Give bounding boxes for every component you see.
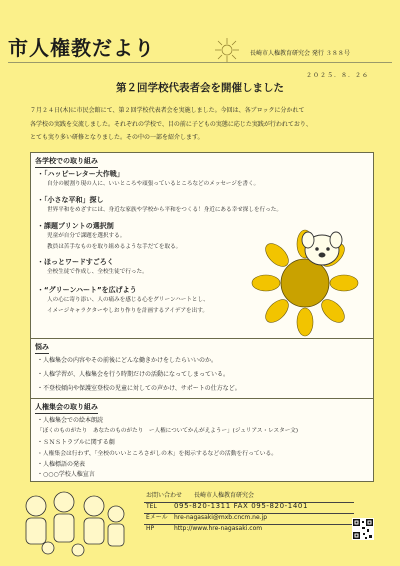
assembly-item: ・○○○学校人権宣言	[37, 471, 95, 478]
practice-desc: 全校生徒で作成し、全校生徒で行った。	[47, 269, 148, 275]
practice-item	[37, 169, 259, 190]
assembly-item: ・ＳＮＳトラブルに関する劇	[37, 439, 115, 446]
tel-label: TEL	[146, 503, 157, 510]
practices-heading: 各学校での取り組み	[35, 156, 98, 168]
concerns-box	[30, 338, 374, 400]
assembly-item: ・人権標語の発表	[37, 461, 86, 468]
masthead	[8, 32, 155, 61]
contact-block	[146, 490, 308, 534]
concern-item: ・人権学習が、人権集会を行う時期だけの活動になってしまっている。	[37, 371, 230, 378]
contact-divider	[144, 502, 354, 503]
practice-desc: 人の心に寄り添い、人の痛みを感じる心をグリーンハートとし、	[47, 297, 209, 303]
practice-title: ・“グリーンハート”を広げよう	[37, 286, 137, 294]
contact-heading: お問い合わせ 長崎市人権教育研究会	[146, 492, 255, 499]
contact-divider	[144, 524, 354, 525]
practice-item	[37, 285, 209, 317]
assembly-box	[30, 398, 374, 482]
contact-divider	[144, 513, 354, 514]
practice-desc: 世界平和をめざすには、身近な家族や学校から平和をつくる！身近にある幸せ探しを行った。	[47, 207, 282, 213]
assembly-item: ・人権集会での絵本朗読	[37, 417, 104, 424]
practice-item	[37, 195, 282, 216]
practice-desc: 自分の履割り現の人に、いいところや頑張っているところなどのメッセージを書く。	[47, 181, 260, 187]
practice-item	[37, 221, 181, 253]
assembly-item: ・人権集会は行わず、「全校のいいところさがしの木」を掲示するなどの活動を行っている。	[37, 451, 278, 457]
homepage-link[interactable]: http://www.hre-nagasaki.com	[174, 525, 263, 532]
newsletter-title: 市人権教だより	[8, 36, 155, 60]
intro-text	[30, 104, 375, 145]
issue-date: ２０２５．８．２６	[306, 72, 370, 79]
practice-desc: 児童が自分で課題を選択する。	[47, 233, 126, 239]
sunflower-icon	[210, 36, 244, 64]
practice-title: ・課題プリントの選択制	[37, 222, 114, 230]
practice-desc: イメージキャラクターやしおり作りを計画するアイデアを出す。	[47, 308, 208, 314]
hp-label: HP	[146, 525, 155, 532]
header-divider	[8, 62, 392, 63]
tel-fax-numbers: 095-820-1311 FAX 095-820-1401	[174, 502, 308, 510]
intro-line: 各学校の実践を交流しました。それぞれの学校で、目の前に子どもの実態に応じた実践が行われており、	[30, 120, 312, 128]
practice-title: ・ほっとワードすごろく	[37, 258, 114, 266]
children-illustration	[18, 488, 130, 558]
practice-title: ・「小さな平和」探し	[37, 196, 104, 204]
practice-title: ・「ハッピーレター大作戦」	[37, 170, 124, 178]
intro-line: ７月２４日(木)に市民会館にて、第２回学校代表者会を実施しました。今回は、各ブロックに分かれて	[30, 107, 305, 114]
publisher-line: 長崎市人権教育研究会 発行 ３８８号	[250, 50, 350, 57]
assembly-heading: 人権集会の取り組み	[35, 402, 98, 414]
concerns-heading: 悩み	[35, 342, 49, 354]
email-label: Eメール	[146, 514, 168, 521]
concern-item: ・人権集会の内容やその前後にどんな働きかけをしたらいいのか。	[37, 357, 218, 364]
qr-code-icon[interactable]	[352, 518, 374, 540]
email-link[interactable]: hre-nagasaki@mxb.cncm.ne.jp	[174, 514, 268, 521]
concern-item: ・不登校傾向や保護室登校の児童に対しての声かけ、サポートの仕方など。	[37, 385, 241, 392]
practice-item	[37, 257, 148, 278]
sunflower-dog-illustration	[250, 228, 360, 340]
intro-line: とても実り多い研修となりました。その中の一部を紹介します。	[30, 134, 204, 141]
headline: 第２回学校代表者会を開催しました	[116, 82, 284, 94]
practice-desc: 教員は苦手なものを取り組めるような手だてを取る。	[47, 244, 182, 250]
assembly-item: 「ぼくのものがたり あなたのものがたり ー人権についてかんがえようー」(ジュリアス・レスター文)	[37, 428, 299, 434]
